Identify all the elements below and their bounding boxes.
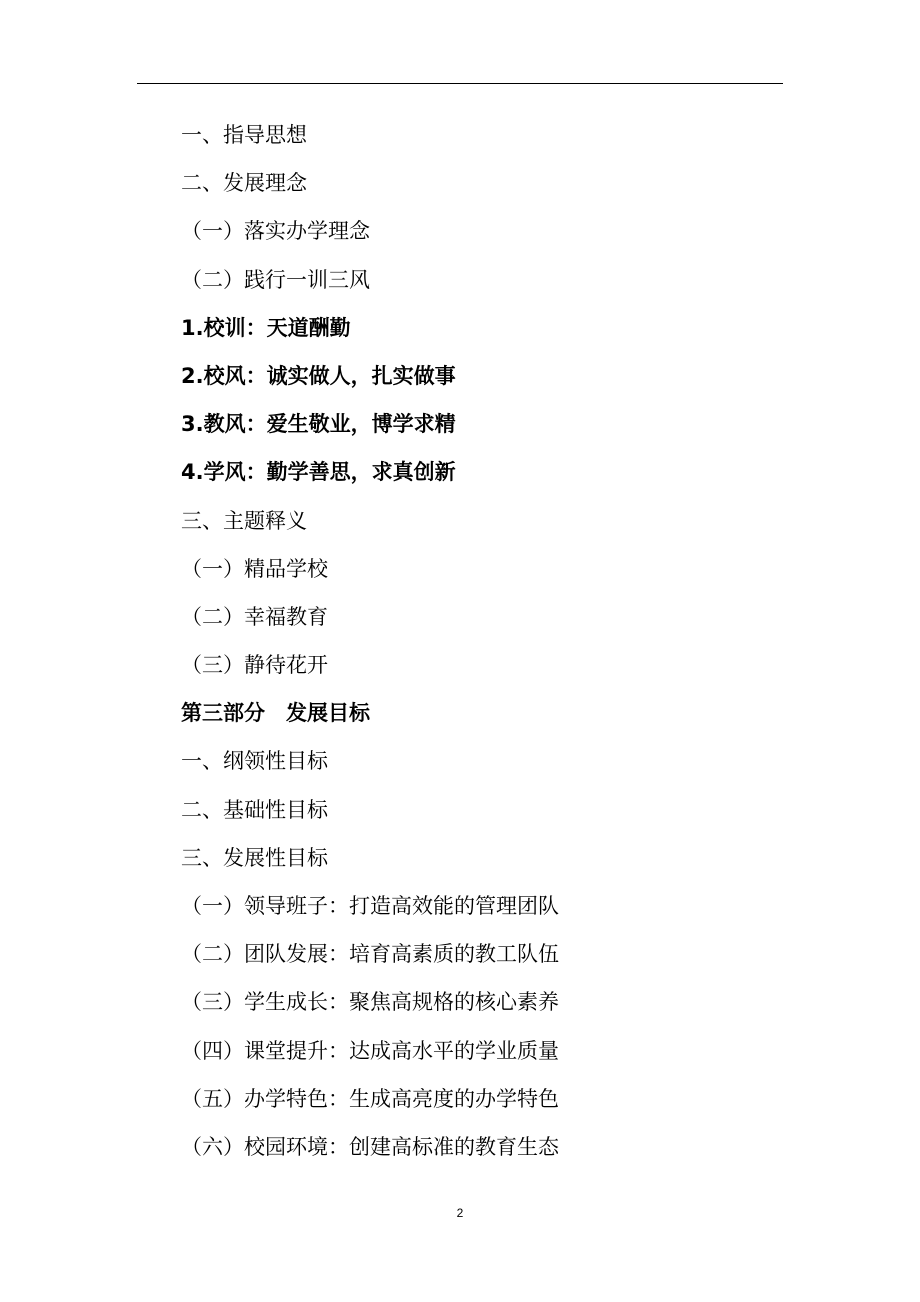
toc-line: （三）静待花开 bbox=[181, 653, 328, 678]
toc-line: （二）团队发展：培育高素质的教工队伍 bbox=[181, 942, 559, 967]
toc-line: 2.校风：诚实做人，扎实做事 bbox=[181, 363, 456, 388]
toc-line: （三）学生成长：聚焦高规格的核心素养 bbox=[181, 990, 559, 1015]
header-rule bbox=[137, 83, 783, 84]
toc-line: （一）精品学校 bbox=[181, 556, 328, 581]
toc-line: （一）落实办学理念 bbox=[181, 219, 370, 244]
toc-line: （二）践行一训三风 bbox=[181, 267, 370, 292]
toc-line: 4.学风：勤学善思，求真创新 bbox=[181, 460, 456, 485]
toc-line: 三、发展性目标 bbox=[181, 845, 328, 870]
toc-line: （一）领导班子：打造高效能的管理团队 bbox=[181, 894, 559, 918]
toc-line: 三、主题释义 bbox=[181, 508, 307, 533]
page-number: 2 bbox=[456, 1206, 464, 1220]
toc-line: （六）校园环境：创建高标准的教育生态 bbox=[181, 1134, 559, 1159]
section-heading: 第三部分 发展目标 bbox=[181, 701, 370, 726]
toc-line: 3.教风：爱生敬业，博学求精 bbox=[181, 412, 456, 437]
toc-line: 一、指导思想 bbox=[181, 123, 307, 147]
toc-line: 二、发展理念 bbox=[181, 171, 307, 196]
toc-line: （五）办学特色：生成高亮度的办学特色 bbox=[181, 1086, 559, 1111]
toc-line: 1.校训：天道酬勤 bbox=[181, 315, 351, 340]
toc-line: 一、纲领性目标 bbox=[181, 749, 328, 774]
toc-line: （四）课堂提升：达成高水平的学业质量 bbox=[181, 1038, 559, 1063]
toc-line: 二、基础性目标 bbox=[181, 797, 328, 822]
toc-list bbox=[181, 115, 781, 1175]
toc-line: （二）幸福教育 bbox=[181, 604, 328, 629]
